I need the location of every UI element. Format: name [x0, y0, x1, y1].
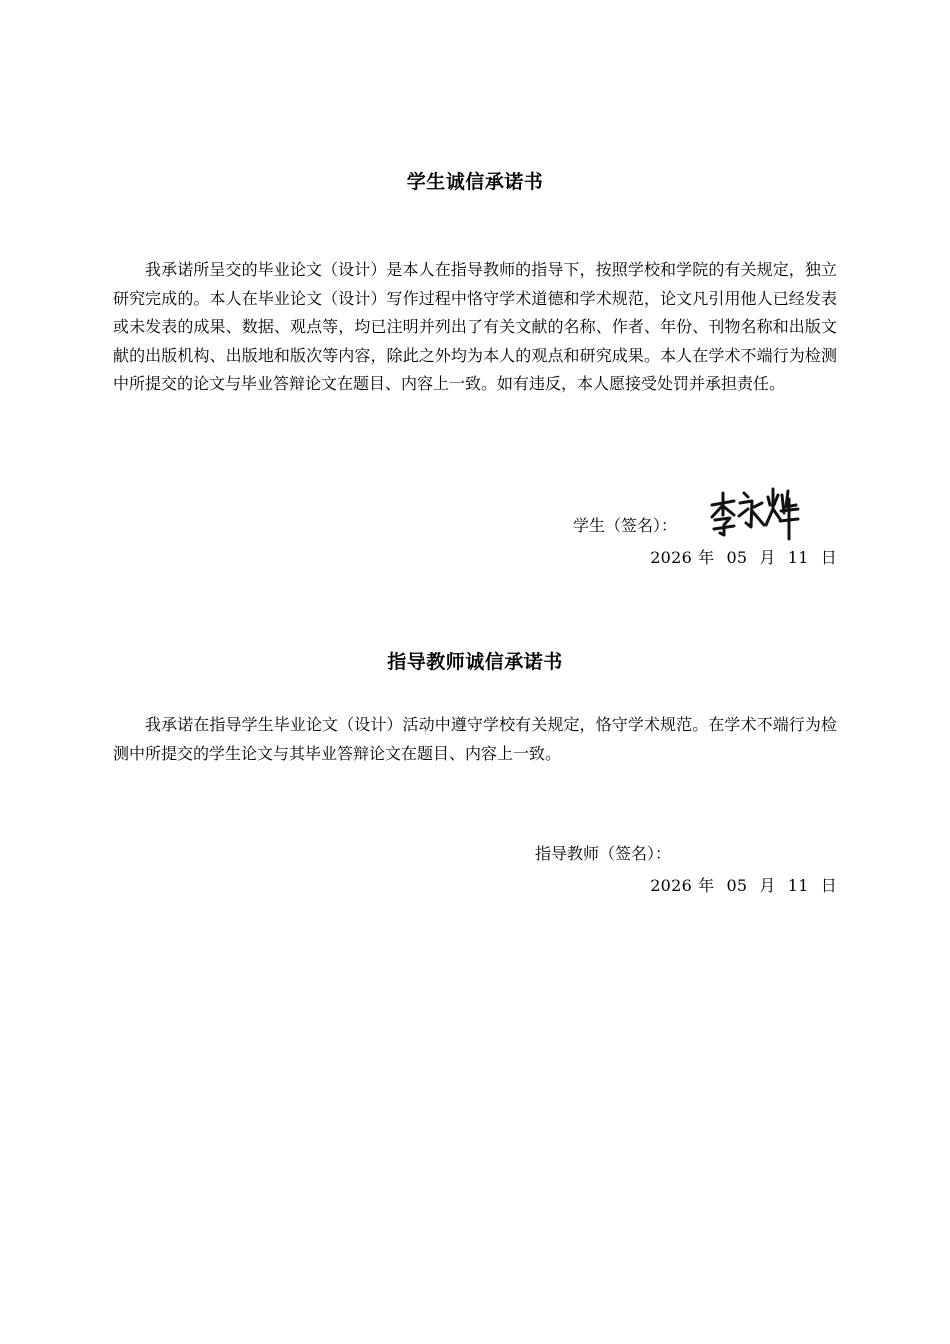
student-date-day: 11: [787, 548, 809, 567]
student-date: [650, 547, 837, 569]
advisor-date-year-unit: 年: [698, 876, 715, 895]
advisor-pledge-title: 指导教师诚信承诺书: [387, 651, 563, 673]
advisor-date-month-unit: 月: [759, 876, 776, 895]
student-sign-label: 学生（签名）：: [573, 516, 678, 535]
student-pledge-body: 我承诺所呈交的毕业论文（设计）是本人在指导教师的指导下，按照学校和学院的有关规定，独立研究完成的。本人在毕业论文（设计）写作过程中恪守学术道德和学术规范，论文凡引用他人已经发表或未发表的成果、数据、观点等，均已注明并列出了有关文献的名称、作者、年份、刊物名称和出版文献的出版机构、出版地和版次等内容，除此之外均为本人的观点和研究成果。本人在学术不端行为检测中所提交的论文与毕业答辩论文在题目、内容上一致。如有违反，本人愿接受处罚并承担责任。: [113, 260, 837, 394]
student-date-year-unit: 年: [698, 548, 715, 567]
student-pledge-title: 学生诚信承诺书: [406, 171, 544, 193]
advisor-date-day-unit: 日: [820, 876, 837, 895]
student-date-month: 05: [726, 548, 748, 567]
student-date-month-unit: 月: [759, 548, 776, 567]
advisor-date-day: 11: [787, 876, 809, 895]
advisor-sign-label: 指导教师（签名）：: [535, 844, 672, 863]
advisor-date-year: 2026: [650, 876, 693, 895]
student-signature: [708, 485, 800, 541]
student-date-day-unit: 日: [820, 548, 837, 567]
advisor-date-month: 05: [726, 876, 748, 895]
student-date-year: 2026: [650, 548, 693, 567]
advisor-pledge-body: 我承诺在指导学生毕业论文（设计）活动中遵守学校有关规定，恪守学术规范。在学术不端行为检测中所提交的学生论文与其毕业答辩论文在题目、内容上一致。: [113, 715, 837, 763]
advisor-date: [650, 875, 837, 897]
